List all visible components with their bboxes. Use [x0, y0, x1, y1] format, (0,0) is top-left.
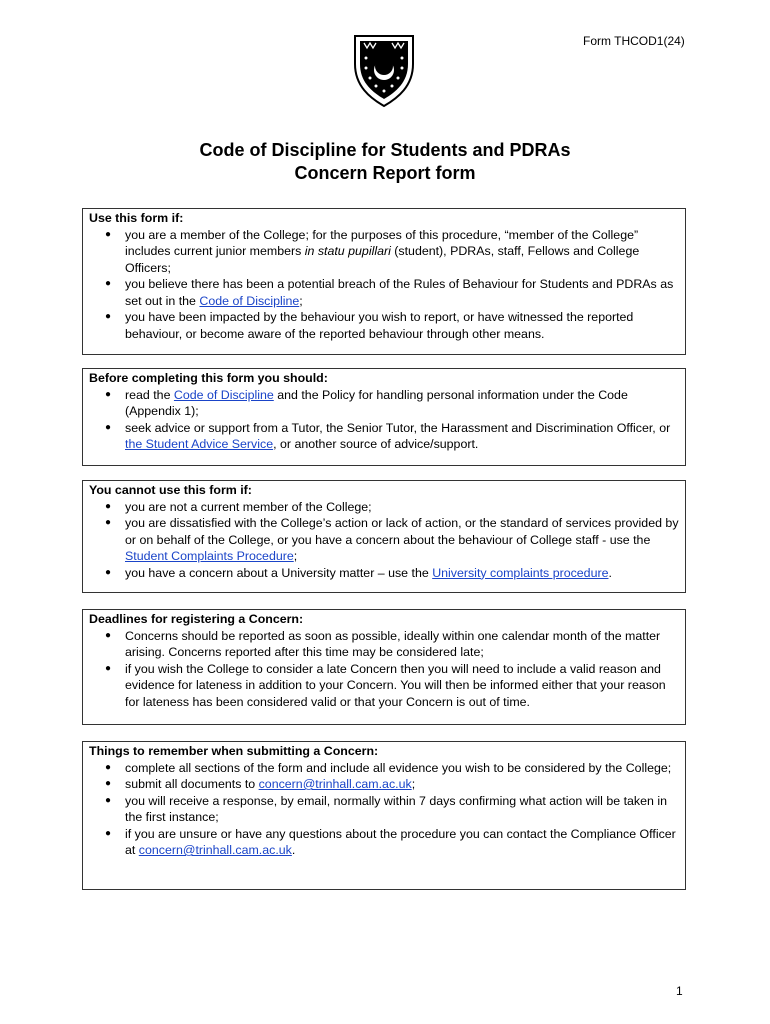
list-item: ● Concerns should be reported as soon as possible, ideally within one calendar month of the matter arising. Concerns reported after this time may be considered late; [105, 628, 661, 659]
bullet-icon: ● [105, 662, 112, 674]
list-item: ● read the Code of Discipline and the Policy for handling personal information under the Code (Appendix 1); [105, 387, 628, 418]
list-item: ● you believe there has been a potential breach of the Rules of Behaviour for Students and PDRAs as set out in the Code of Discipline; [105, 277, 674, 308]
cannot-use-heading: You cannot use this form if: [89, 483, 252, 497]
bullet-icon: ● [105, 629, 112, 641]
title-line-1: Code of Discipline for Students and PDRAs [199, 140, 571, 160]
form-code: Form THCOD1(24) [583, 34, 685, 48]
things-to-remember-heading: Things to remember when submitting a Concern: [89, 744, 379, 758]
deadlines-heading: Deadlines for registering a Concern: [89, 612, 304, 626]
college-crest-logo [352, 34, 416, 108]
list-item: ● submit all documents to concern@trinhall.cam.ac.uk; [105, 777, 416, 791]
list-item: ● if you wish the College to consider a late Concern then you will need to include a valid reason and evidence for lateness in addition to your Concern. You will then be informed either that your reason for lateness has been considered valid or that your Concern is out of time. [105, 661, 666, 709]
list-item: ● you are dissatisfied with the College’s action or lack of action, or the standard of services provided by or on behalf of the College, or you have a concern about the behaviour of College staff - use the Student Complaints Procedure; [105, 516, 679, 563]
bullet-icon: ● [105, 421, 112, 433]
bullet-icon: ● [105, 566, 112, 578]
use-form-if-box [82, 208, 686, 355]
student-complaints-procedure-link[interactable]: Student Complaints Procedure [125, 549, 294, 563]
deadlines-box [82, 609, 686, 725]
list-item: ● you are a member of the College; for the purposes of this procedure, “member of the College” includes current junior members in statu pupillari (student), PDRAs, staff, Fellows and College Officers; [105, 227, 640, 275]
cannot-use-box [82, 480, 686, 593]
list-item: ● if you are unsure or have any questions about the procedure you can contact the Compliance Officer at concern@trinhall.cam.ac.uk. [105, 826, 676, 857]
bullet-icon: ● [105, 794, 112, 806]
page-title [0, 139, 770, 185]
bullet-icon: ● [105, 388, 112, 400]
list-item: ● you have been impacted by the behaviour you wish to report, or have witnessed the reported behaviour, or become aware of the reported behaviour through other means. [105, 310, 634, 341]
before-completing-box [82, 368, 686, 466]
before-completing-heading: Before completing this form you should: [89, 371, 328, 385]
student-advice-service-link[interactable]: the Student Advice Service [125, 437, 274, 451]
concern-email-link[interactable]: concern@trinhall.cam.ac.uk [258, 777, 412, 791]
code-of-discipline-link[interactable]: Code of Discipline [199, 293, 300, 308]
bullet-icon: ● [105, 827, 112, 839]
page-number: 1 [676, 984, 683, 998]
bullet-icon: ● [105, 517, 112, 528]
bullet-icon: ● [105, 500, 112, 512]
bullet-icon: ● [105, 311, 112, 322]
list-item: ● complete all sections of the form and include all evidence you wish to be considered by the College; [105, 760, 672, 775]
list-item: ● you have a concern about a University matter – use the University complaints procedure. [105, 565, 612, 580]
university-complaints-procedure-link[interactable]: University complaints procedure [432, 565, 609, 580]
use-form-if-heading: Use this form if: [89, 211, 184, 225]
bullet-icon: ● [105, 778, 112, 789]
title-line-2: Concern Report form [294, 163, 476, 183]
list-item: ● you will receive a response, by email, normally within 7 days confirming what action will be taken in the first instance; [105, 793, 667, 824]
code-of-discipline-link[interactable]: Code of Discipline [173, 387, 274, 402]
list-item: ● seek advice or support from a Tutor, the Senior Tutor, the Harassment and Discrimination Officer, or the Student Advice Service, or another source of advice/support. [105, 420, 671, 451]
concern-email-link[interactable]: concern@trinhall.cam.ac.uk [138, 843, 292, 857]
bullet-icon: ● [105, 228, 112, 240]
bullet-icon: ● [105, 278, 112, 289]
bullet-icon: ● [105, 761, 112, 773]
things-to-remember-box [82, 741, 686, 890]
list-item: ● you are not a current member of the College; [105, 499, 372, 514]
